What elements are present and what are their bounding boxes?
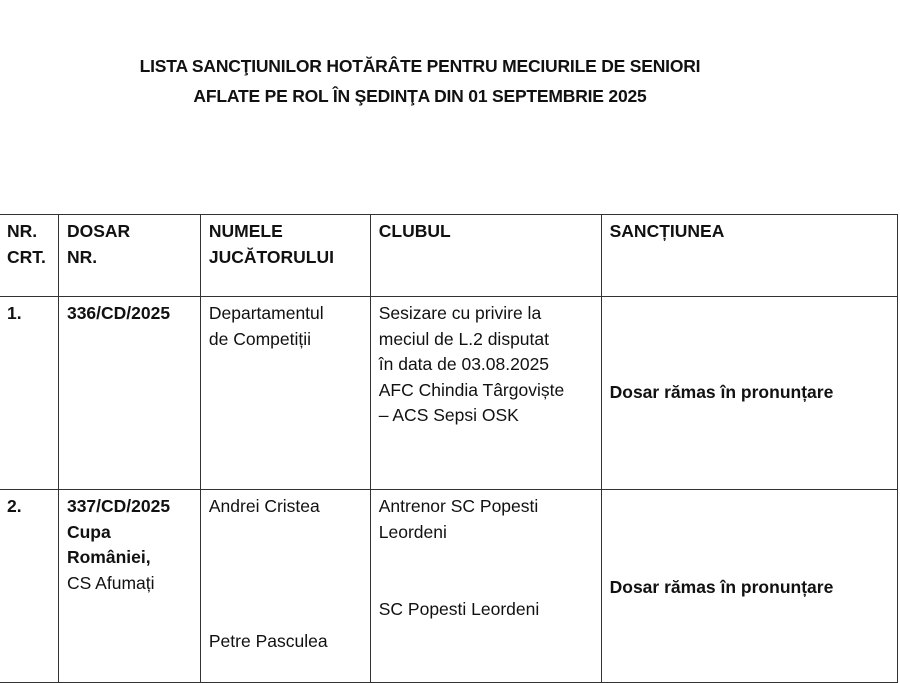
dosar-competition: Cupa — [66, 521, 111, 542]
header-numele — [200, 215, 370, 297]
cell-sanctiunea: Dosar rămas în pronunțare — [601, 490, 897, 683]
table-row — [0, 297, 898, 490]
cell-clubul — [370, 297, 601, 490]
cell-nr: 1. — [0, 297, 58, 490]
name-line: de Competiții — [208, 328, 312, 349]
dosar-club: CS Afumați — [66, 572, 155, 593]
name-line: Departamentul — [208, 303, 324, 323]
cell-dosar — [58, 490, 200, 683]
header-text: NR. — [7, 221, 38, 241]
cell-numele — [200, 490, 370, 683]
header-text: JUCĂTORULUI — [208, 246, 334, 267]
header-text: SANCȚIUNEA — [609, 221, 725, 241]
cell-nr: 2. — [0, 490, 58, 683]
table-row — [0, 490, 898, 683]
sanctions-table — [0, 214, 898, 683]
cell-dosar: 336/CD/2025 — [58, 297, 200, 490]
spacer — [209, 520, 363, 572]
club-line: Leordeni — [378, 521, 447, 542]
document-title-line-1: LISTA SANCŢIUNILOR HOTĂRÂTE PENTRU MECIURILE DE SENIORI — [139, 56, 701, 76]
club-line: meciul de L.2 disputat — [378, 328, 549, 349]
dosar-competition: României, — [66, 547, 151, 567]
header-text: NR. — [66, 246, 98, 267]
cell-sanctiunea: Dosar rămas în pronunțare — [601, 297, 897, 490]
club-line: SC Popesti Leordeni — [378, 599, 540, 619]
cell-clubul — [370, 490, 601, 683]
table-header-row — [0, 215, 898, 297]
cell-numele — [200, 297, 370, 490]
club-line: Sesizare cu privire la — [378, 303, 542, 323]
dosar-number: 337/CD/2025 — [66, 496, 171, 516]
club-line: – ACS Sepsi OSK — [378, 405, 519, 425]
header-nr-crt — [0, 215, 58, 297]
spacer — [379, 545, 594, 597]
header-text: CRT. — [7, 246, 46, 267]
club-line: în data de 03.08.2025 — [378, 354, 550, 374]
header-text: CLUBUL — [378, 221, 451, 241]
header-dosar — [58, 215, 200, 297]
club-line: AFC Chindia Târgoviște — [378, 379, 565, 400]
name-line: Petre Pasculea — [208, 630, 328, 651]
header-text: DOSAR — [66, 221, 131, 241]
document-title-line-2: AFLATE PE ROL ÎN ŞEDINŢA DIN 01 SEPTEMBRIE 2025 — [193, 86, 647, 106]
name-line: Andrei Cristea — [208, 496, 320, 516]
club-line: Antrenor SC Popesti — [378, 496, 539, 516]
header-sanctiunea — [601, 215, 897, 297]
spacer — [209, 572, 363, 629]
header-text: NUMELE — [208, 221, 283, 241]
header-clubul — [370, 215, 601, 297]
